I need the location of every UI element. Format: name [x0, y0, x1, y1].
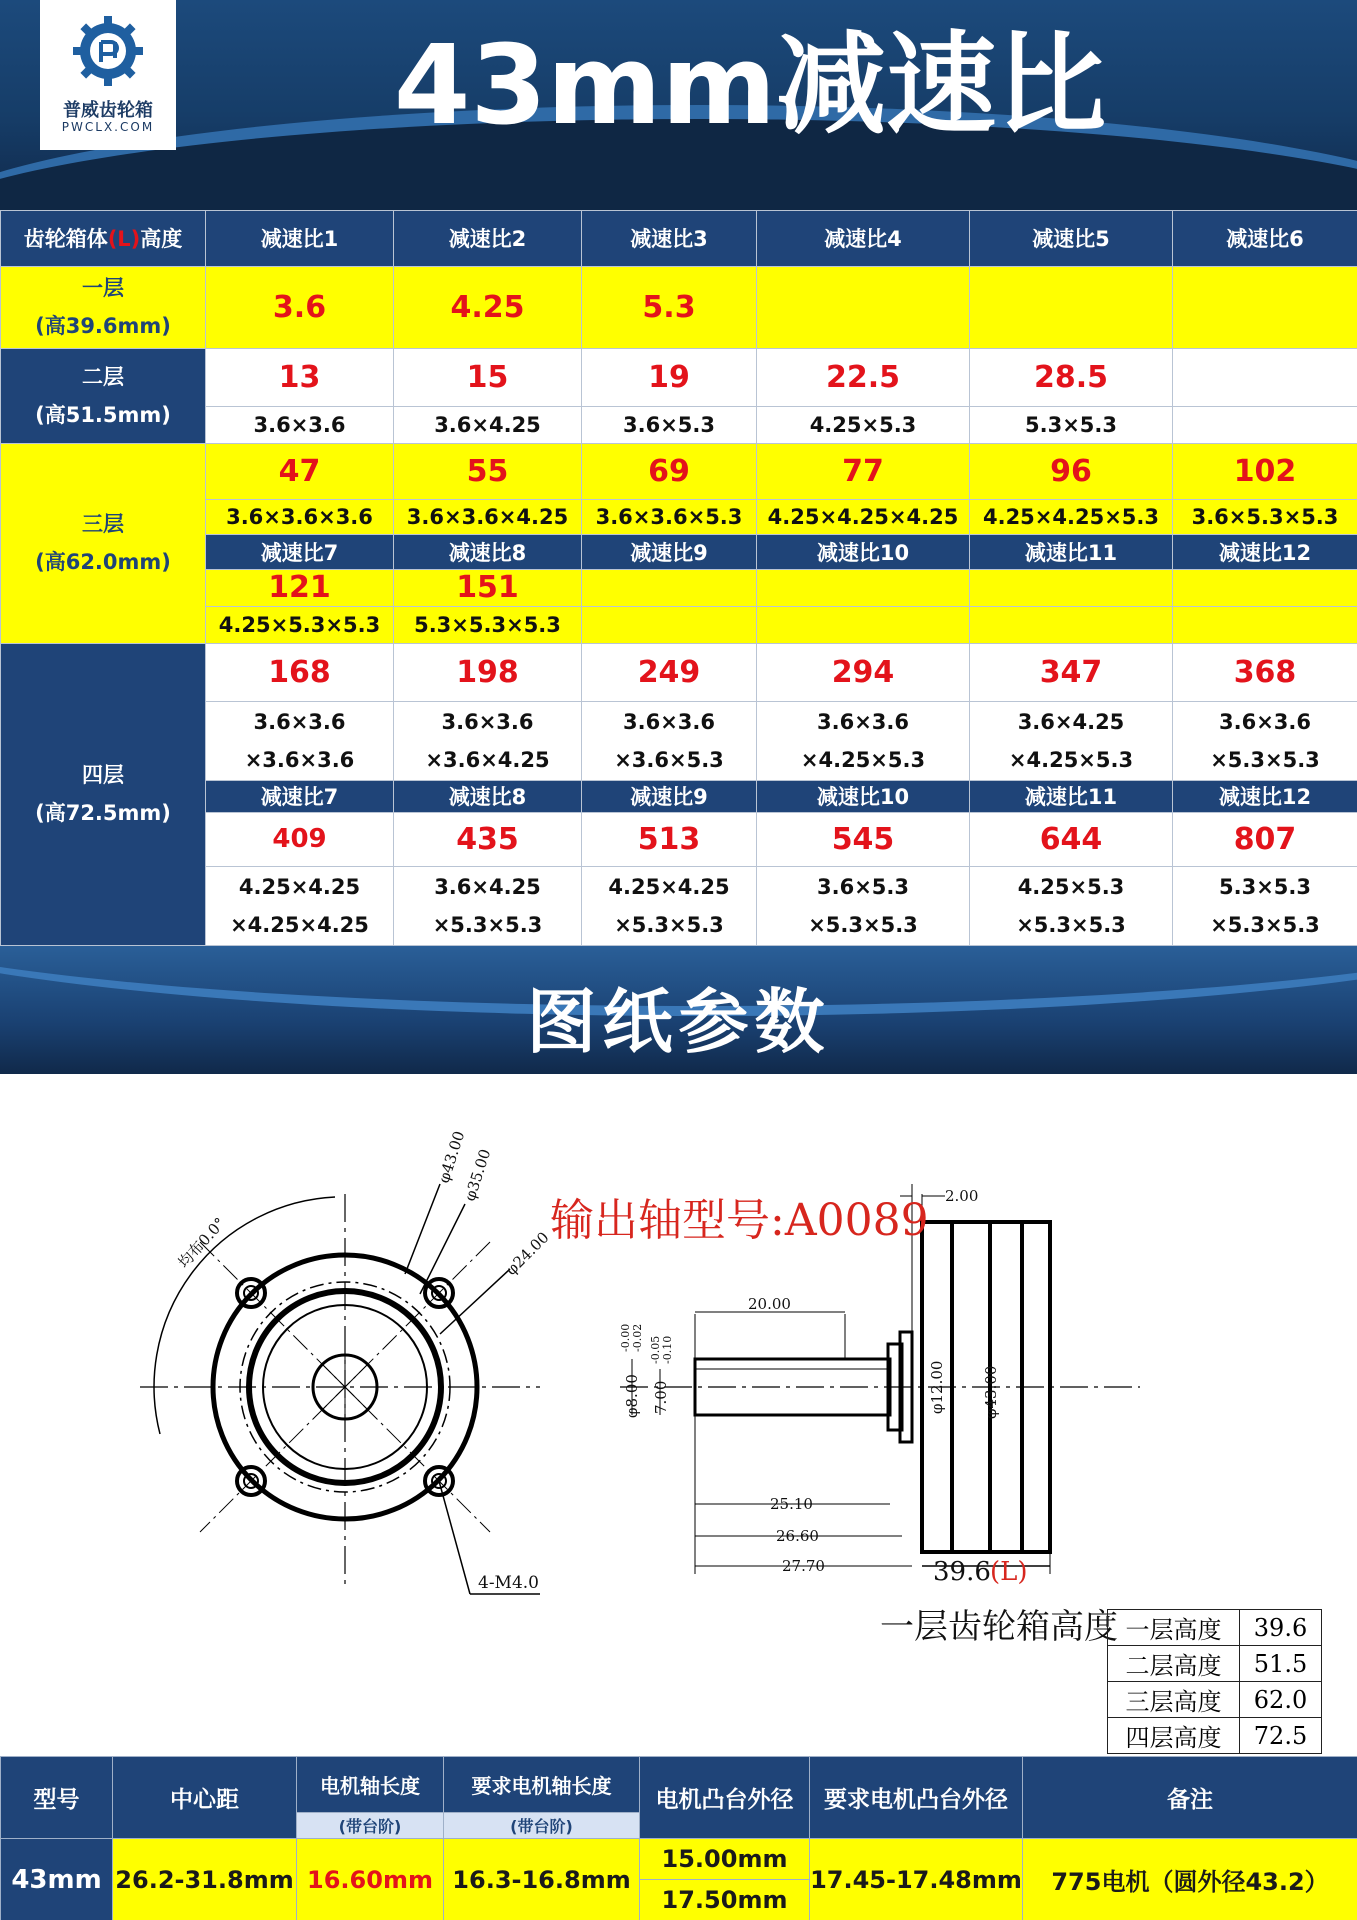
combo-cell: 5.3×5.3 — [970, 406, 1173, 443]
dim-d8: φ8.00 — [623, 1374, 641, 1418]
ratio-cell: 347 — [970, 643, 1173, 701]
dim-pcd: 均布0.0° — [174, 1214, 230, 1272]
height-value: 62.0 — [1240, 1682, 1322, 1718]
ratio-cell: 294 — [757, 643, 970, 701]
ratio-cell: 4.25 — [394, 266, 582, 348]
layer2-ratio-row — [1, 349, 1357, 407]
col-header: 减速比10 — [757, 781, 970, 813]
ratio-cell: 19 — [582, 349, 757, 407]
corner-mark: (L) — [107, 227, 141, 252]
dim-l20: 20.00 — [748, 1295, 791, 1313]
combo-line: 4.25×4.25 — [608, 874, 730, 899]
height-key: 二层高度 — [1108, 1646, 1240, 1682]
corner-pre: 齿轮箱体 — [23, 227, 108, 252]
combo-cell — [1173, 701, 1357, 780]
combo-line: ×3.6×5.3 — [614, 747, 724, 772]
ratio-cell — [582, 569, 757, 606]
height-row — [1108, 1718, 1322, 1754]
combo-line: 4.25×4.25 — [238, 874, 361, 899]
center-value: 26.2-31.8mm — [113, 1839, 297, 1920]
layer1-label — [1, 266, 206, 348]
combo-cell — [757, 701, 970, 780]
combo-line: ×4.25×4.25 — [230, 912, 369, 937]
combo-line: 3.6×3.6 — [253, 709, 346, 734]
height-row — [1108, 1610, 1322, 1646]
dim-d8-tol-u: -0.00 — [619, 1323, 632, 1352]
corner-header — [1, 211, 206, 267]
ratio-cell: 3.6 — [206, 266, 394, 348]
combo-cell: 4.25×5.3 — [757, 406, 970, 443]
height-value: 72.5 — [1240, 1718, 1322, 1754]
output-shaft-label: 输出轴型号:A0089 — [550, 1195, 929, 1246]
section-title: 图纸参数 — [526, 981, 831, 1063]
spec-value-row — [1, 1839, 1357, 1880]
req-shaft-len-header: 要求电机轴长度 — [444, 1757, 640, 1813]
note-value: 775电机（圆外径43.2） — [1023, 1839, 1357, 1920]
layer-height: (高62.0mm) — [35, 550, 171, 575]
layer-height: (高72.5mm) — [35, 801, 171, 826]
layer4-ratio-row — [1, 643, 1357, 701]
req-shaft-len-subheader: (带台阶) — [444, 1813, 640, 1839]
combo-cell — [757, 606, 970, 643]
dim-l39: 39.6 — [933, 1557, 991, 1587]
dim-l26: 26.60 — [776, 1527, 819, 1545]
ratio-cell: 644 — [970, 812, 1173, 866]
ratio-cell: 5.3 — [582, 266, 757, 348]
col-header: 减速比5 — [970, 211, 1173, 267]
col-header: 减速比7 — [206, 534, 394, 569]
gearbox-height-label: 一层齿轮箱高度 — [880, 1607, 1118, 1647]
ratio-table — [0, 210, 1357, 946]
dim-d35: φ35.00 — [460, 1146, 495, 1204]
layer-height: (高51.5mm) — [35, 403, 171, 428]
combo-cell — [582, 606, 757, 643]
ratio-cell — [1173, 349, 1357, 407]
boss-value-2: 17.50mm — [640, 1880, 810, 1920]
col-header: 减速比9 — [582, 534, 757, 569]
dim-d7-tol-u: -0.05 — [649, 1335, 662, 1364]
col-header: 减速比4 — [757, 211, 970, 267]
ratio-cell: 121 — [206, 569, 394, 606]
ratio-cell: 513 — [582, 812, 757, 866]
combo-line: 3.6×3.6 — [441, 709, 534, 734]
req-shaft-len-value: 16.3-16.8mm — [444, 1839, 640, 1920]
layer-name: 三层 — [82, 512, 124, 537]
combo-cell — [1173, 866, 1357, 945]
combo-line: ×4.25×5.3 — [1008, 747, 1134, 772]
col-header: 减速比11 — [970, 534, 1173, 569]
shaft-len-header: 电机轴长度 — [297, 1757, 444, 1813]
combo-line: 5.3×5.3 — [1219, 874, 1311, 899]
col-header: 减速比8 — [394, 534, 582, 569]
ratio-cell: 368 — [1173, 643, 1357, 701]
brand-logo — [40, 0, 176, 150]
layer-name: 二层 — [82, 365, 124, 390]
combo-line: 3.6×3.6 — [817, 709, 909, 734]
combo-cell — [206, 866, 394, 945]
height-value: 39.6 — [1240, 1610, 1322, 1646]
combo-cell: 3.6×3.6×3.6 — [206, 499, 394, 534]
combo-cell: 3.6×3.6×4.25 — [394, 499, 582, 534]
ratio-cell: 15 — [394, 349, 582, 407]
dim-d24: φ24.00 — [502, 1228, 553, 1279]
gear-logo-icon — [71, 14, 145, 88]
combo-cell — [970, 866, 1173, 945]
combo-cell: 3.6×5.3×5.3 — [1173, 499, 1357, 534]
combo-cell — [1173, 606, 1357, 643]
ratio-cell: 55 — [394, 443, 582, 499]
combo-cell — [582, 866, 757, 945]
combo-cell — [206, 701, 394, 780]
combo-cell — [394, 701, 582, 780]
dim-d7-tol-l: -0.10 — [661, 1335, 674, 1364]
note-header: 备注 — [1023, 1757, 1357, 1839]
dim-l25: 25.10 — [770, 1495, 813, 1513]
combo-cell: 3.6×4.25 — [394, 406, 582, 443]
ratio-cell: 69 — [582, 443, 757, 499]
combo-cell: 4.25×4.25×4.25 — [757, 499, 970, 534]
shaft-len-value: 16.60mm — [297, 1839, 444, 1920]
ratio-cell: 545 — [757, 812, 970, 866]
height-value: 51.5 — [1240, 1646, 1322, 1682]
center-header: 中心距 — [113, 1757, 297, 1839]
combo-line: ×5.3×5.3 — [1210, 747, 1320, 772]
drawing-section-banner — [0, 946, 1357, 1074]
height-key: 一层高度 — [1108, 1610, 1240, 1646]
combo-cell — [970, 606, 1173, 643]
combo-cell: 4.25×5.3×5.3 — [206, 606, 394, 643]
dim-d8-tol-l: -0.02 — [631, 1323, 644, 1352]
col-header: 减速比12 — [1173, 534, 1357, 569]
boss-header: 电机凸台外径 — [640, 1757, 810, 1839]
layer3-ratio-row — [1, 443, 1357, 499]
combo-cell — [394, 866, 582, 945]
combo-line: ×5.3×5.3 — [808, 912, 918, 937]
page-header — [0, 0, 1357, 210]
ratio-cell: 47 — [206, 443, 394, 499]
combo-cell — [582, 701, 757, 780]
combo-cell: 3.6×3.6 — [206, 406, 394, 443]
ratio-cell: 198 — [394, 643, 582, 701]
brand-domain: PWCLX.COM — [61, 120, 155, 134]
combo-line: ×5.3×5.3 — [432, 912, 543, 937]
ratio-cell — [757, 266, 970, 348]
dim-d43: φ43.00 — [434, 1128, 469, 1186]
dim-d7: 7.00 — [652, 1380, 670, 1414]
ratio-cell: 168 — [206, 643, 394, 701]
dim-l27: 27.70 — [782, 1557, 825, 1575]
ratio-cell: 13 — [206, 349, 394, 407]
req-boss-value: 17.45-17.48mm — [810, 1839, 1023, 1920]
spec-table — [0, 1756, 1357, 1920]
layer-height: (高39.6mm) — [35, 314, 171, 339]
col-header: 减速比9 — [582, 781, 757, 813]
boss-value-1: 15.00mm — [640, 1839, 810, 1880]
combo-line: ×3.6×3.6 — [244, 747, 355, 772]
dim-thread: 4-M4.0 — [478, 1573, 540, 1593]
combo-line: 4.25×5.3 — [1017, 874, 1125, 899]
height-key: 三层高度 — [1108, 1682, 1240, 1718]
shaft-len-subheader: (带台阶) — [297, 1813, 444, 1839]
combo-line: 3.6×3.6 — [1219, 709, 1311, 734]
model-header: 型号 — [1, 1757, 113, 1839]
combo-cell: 5.3×5.3×5.3 — [394, 606, 582, 643]
height-row — [1108, 1646, 1322, 1682]
layer2-label — [1, 349, 206, 444]
technical-drawing — [0, 1074, 1357, 1756]
layer1-row — [1, 266, 1357, 348]
ratio-cell: 96 — [970, 443, 1173, 499]
col-header: 减速比6 — [1173, 211, 1357, 267]
layer3-label — [1, 443, 206, 643]
ratio-cell — [1173, 266, 1357, 348]
height-key: 四层高度 — [1108, 1718, 1240, 1754]
col-header: 减速比2 — [394, 211, 582, 267]
height-row — [1108, 1682, 1322, 1718]
combo-line: 3.6×4.25 — [1017, 709, 1125, 734]
layer-name: 四层 — [82, 763, 124, 788]
combo-cell — [757, 866, 970, 945]
combo-line: ×5.3×5.3 — [614, 912, 724, 937]
page-title: 43mm减速比 — [393, 21, 1107, 149]
table-header-row — [1, 211, 1357, 267]
combo-line: ×3.6×4.25 — [425, 747, 550, 772]
ratio-cell — [970, 266, 1173, 348]
ratio-cell: 151 — [394, 569, 582, 606]
combo-line: 3.6×3.6 — [623, 709, 715, 734]
col-header: 减速比3 — [582, 211, 757, 267]
brand-name: 普威齿轮箱 — [63, 100, 153, 121]
ratio-cell: 77 — [757, 443, 970, 499]
combo-line: ×5.3×5.3 — [1016, 912, 1126, 937]
layer4-label — [1, 643, 206, 945]
col-header: 减速比10 — [757, 534, 970, 569]
combo-cell — [970, 701, 1173, 780]
ratio-cell: 102 — [1173, 443, 1357, 499]
ratio-cell: 807 — [1173, 812, 1357, 866]
ratio-cell: 22.5 — [757, 349, 970, 407]
dim-d12: φ12.00 — [928, 1360, 946, 1414]
ratio-cell — [757, 569, 970, 606]
combo-cell — [1173, 406, 1357, 443]
col-header: 减速比7 — [206, 781, 394, 813]
height-table — [1107, 1609, 1322, 1754]
combo-cell: 3.6×5.3 — [582, 406, 757, 443]
dim-l39-mark: (L) — [990, 1557, 1028, 1587]
ratio-cell: 28.5 — [970, 349, 1173, 407]
combo-cell: 4.25×4.25×5.3 — [970, 499, 1173, 534]
col-header: 减速比12 — [1173, 781, 1357, 813]
combo-line: ×4.25×5.3 — [800, 747, 926, 772]
col-header: 减速比11 — [970, 781, 1173, 813]
dim-l2: 2.00 — [945, 1187, 979, 1205]
ratio-cell: 435 — [394, 812, 582, 866]
col-header: 减速比1 — [206, 211, 394, 267]
dim-d43b: φ43.00 — [982, 1365, 1000, 1419]
spec-header-row — [1, 1757, 1357, 1813]
ratio-cell — [970, 569, 1173, 606]
ratio-cell: 249 — [582, 643, 757, 701]
corner-post: 高度 — [140, 227, 183, 252]
combo-line: 3.6×4.25 — [434, 874, 541, 899]
combo-line: 3.6×5.3 — [817, 874, 909, 899]
req-boss-header: 要求电机凸台外径 — [810, 1757, 1023, 1839]
col-header: 减速比8 — [394, 781, 582, 813]
combo-cell: 3.6×3.6×5.3 — [582, 499, 757, 534]
layer-name: 一层 — [82, 276, 124, 301]
ratio-cell: 409 — [206, 812, 394, 866]
ratio-cell — [1173, 569, 1357, 606]
combo-line: ×5.3×5.3 — [1210, 912, 1320, 937]
model-value: 43mm — [1, 1839, 113, 1920]
